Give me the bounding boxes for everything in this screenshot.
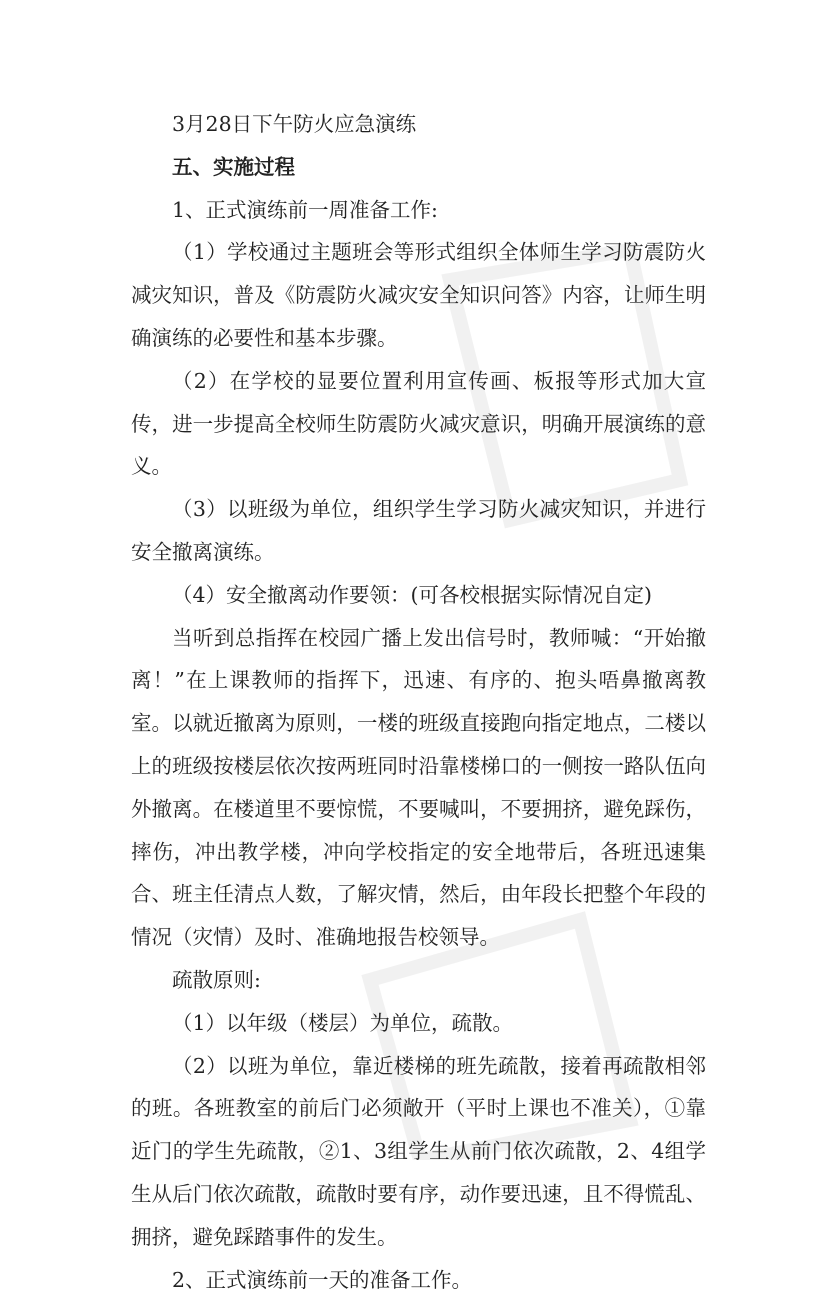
paragraph-item-1: （1）学校通过主题班会等形式组织全体师生学习防震防火减灾知识，普及《防震防火减灾安全知识问答》内容，让师生明确演练的必要性和基本步骤。	[131, 240, 706, 350]
paragraph-evacuation-procedure: 当听到总指挥在校园广播上发出信号时，教师喊：“开始撤离！”在上课教师的指挥下，迅速、有序的、抱头唔鼻撤离教室。以就近撤离为原则，一楼的班级直接跑向指定地点，二楼以上的班级按楼层依次按两班同时沿靠楼梯口的一侧按一路队伍向外撤离。在楼道里不要惊慌，不要喊叫，不要拥挤，避免踩伤，摔伤，冲出教学楼，冲向学校指定的安全地带后，各班迅速集合、班主任清点人数，了解灾情，然后，由年段长把整个年段的情况（灾情）及时、准确地报告校领导。	[131, 625, 706, 950]
paragraph-principle-2: （2）以班为单位，靠近楼梯的班先疏散，接着再疏散相邻的班。各班教室的前后门必须敞开（平时上课也不准关），①靠近门的学生先疏散，②1、3组学生从前门依次疏散，2、4组学生从后门依次疏散，疏散时要有序，动作要迅速，且不得慌乱、拥挤，避免踩踏事件的发生。	[131, 1053, 706, 1249]
paragraph-drill-date: 3月28日下午防火应急演练	[172, 112, 417, 136]
paragraph-item-4: （4）安全撤离动作要领：(可各校根据实际情况自定)	[172, 582, 653, 607]
paragraph-day-prep: 2、正式演练前一天的准备工作。	[172, 1267, 473, 1292]
section-heading-implementation: 五、实施过程	[172, 154, 295, 179]
document-body	[131, 103, 706, 1301]
paragraph-principle-1: （1）以年级（楼层）为单位，疏散。	[172, 1010, 514, 1035]
paragraph-evacuation-principles: 疏散原则:	[172, 967, 261, 992]
paragraph-item-3: （3）以班级为单位，组织学生学习防火减灾知识，并进行安全撤离演练。	[131, 497, 706, 564]
paragraph-week-prep: 1、正式演练前一周准备工作:	[172, 197, 438, 222]
paragraph-item-2: （2）在学校的显要位置利用宣传画、板报等形式加大宣传，进一步提高全校师生防震防火减灾意识，明确开展演练的意义。	[131, 368, 706, 479]
